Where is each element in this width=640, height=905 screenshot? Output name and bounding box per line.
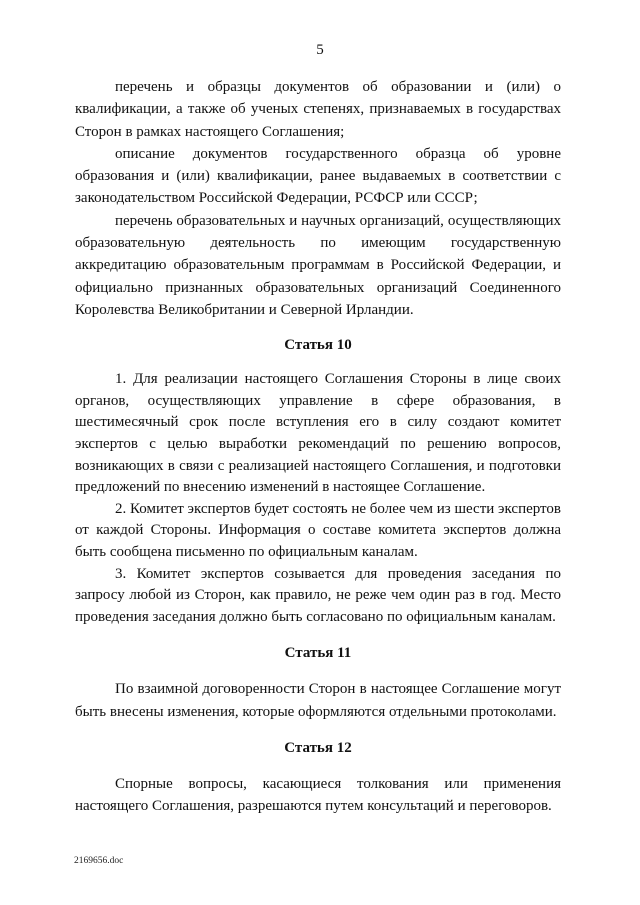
article-10-heading: Статья 10 [284,337,352,354]
article-12-text: Спорные вопросы, касающиеся толкования или применения настоящего Соглашения, разрешаются путем консультаций и переговоров. [75,775,561,815]
article-11-heading: Статья 11 [284,645,352,662]
article-10-clause-3: 3. Комитет экспертов созывается для проведения заседания по запросу любой из Сторон, как правило, не реже чем один раз в год. Место проведения заседания должно быть согласовано по официальным каналам. [75,565,561,625]
article-10-clause-1: 1. Для реализации настоящего Соглашения Стороны в лице своих органов, осуществляющих управление в сфере образования, в шестимесячный срок после вступления его в силу создают комитет экспертов с целью выработки рекомендаций по решению вопросов, возникающих в связи с реализацией настоящего Соглашения, и подготовки предложений по внесению изменений в настоящее Соглашение. [75,371,561,496]
paragraph-organizations-list: перечень образовательных и научных организаций, осуществляющих образовательную деятельность по имеющим государственную аккредитацию образовательным программам в Российской Федерации, и официально признанных образовательных организаций Соединенного Королевства Великобритании и Северной Ирландии. [75,212,561,318]
document-body [75,76,561,818]
article-10-clause-2: 2. Комитет экспертов будет состоять не более чем из шести экспертов от каждой Стороны. Информация о составе комитета экспертов должна быть сообщена письменно по официальным каналам. [75,500,561,561]
paragraph-document-description: описание документов государственного образца об уровне образования и (или) квалификации, ранее выдаваемых в соответствии с законодательством Российской Федерации, РСФСР или СССР; [75,145,561,207]
article-12-heading: Статья 12 [284,739,352,756]
article-11-text: По взаимной договоренности Сторон в настоящее Соглашение могут быть внесены изменения, которые оформляются отдельными протоколами. [75,681,561,720]
page-number: 5 [316,42,324,58]
document-filename: 2169656.doc [74,856,124,866]
paragraph-document-list: перечень и образцы документов об образовании и (или) о квалификации, а также об ученых степенях, признаваемых в государствах Сторон в рамках настоящего Соглашения; [75,79,561,140]
